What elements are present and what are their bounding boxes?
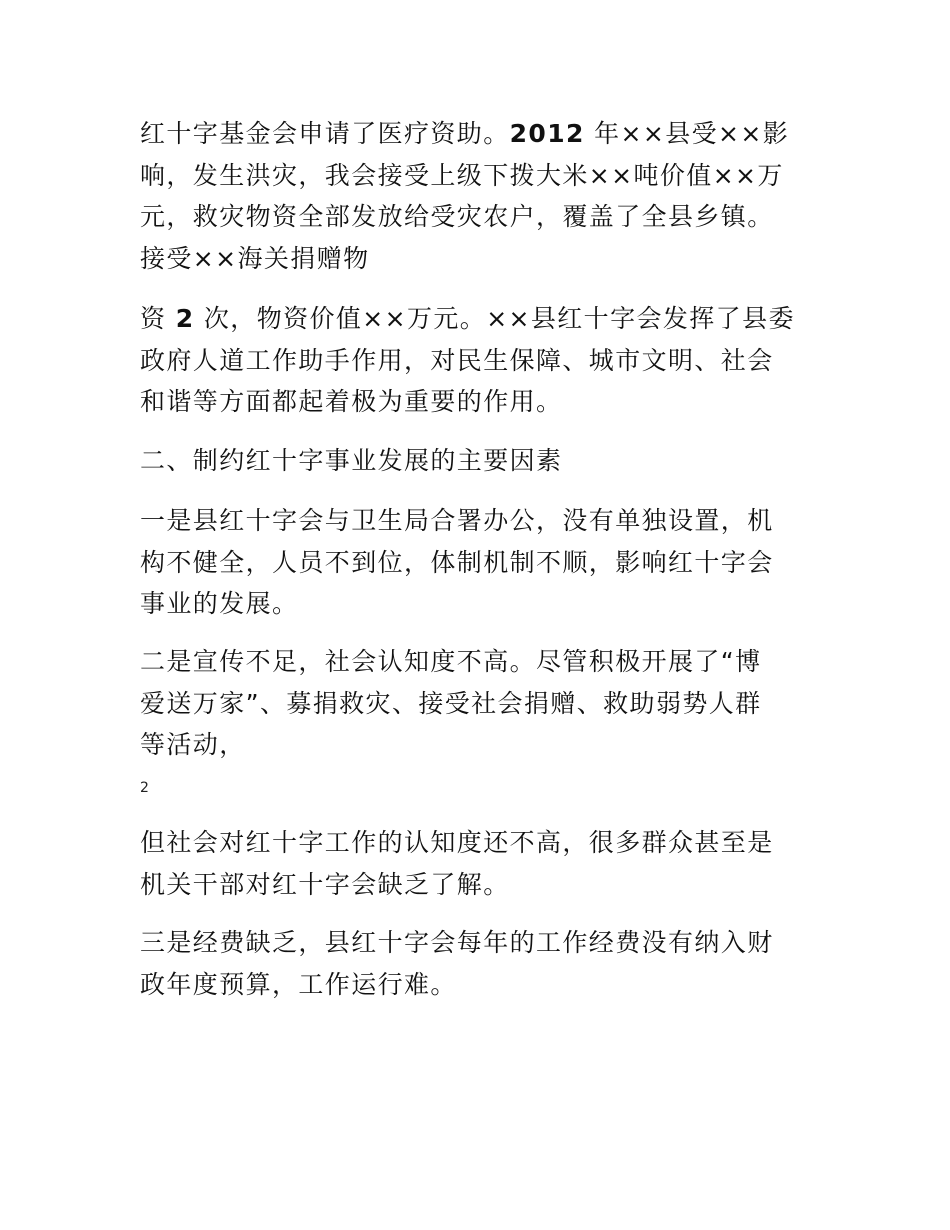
text-line: [140, 724, 810, 766]
text-line: [140, 922, 810, 964]
text-run: 政府人道工作助手作用，对民生保障、城市文明、社会: [140, 345, 774, 375]
text-line: [140, 864, 810, 906]
text-line: [140, 381, 810, 423]
text-run: 一是县红十字会与卫生局合署办公，没有单独设置，机: [140, 506, 774, 535]
text-line: [140, 964, 810, 1006]
text-line: [140, 440, 810, 482]
paragraph-point-two-continued: [140, 822, 810, 905]
text-line: [140, 583, 810, 625]
text-run: 爱送万家”、募捐救灾、接受社会捐赠、救助弱势人群: [140, 688, 762, 718]
text-run: 事业的发展。: [140, 589, 299, 618]
text-run: 响，发生洪灾，我会接受上级下拨大米××吨价值××万: [140, 160, 784, 190]
text-line: [140, 340, 810, 382]
text-run: 三是经费缺乏，县红十字会每年的工作经费没有纳入财: [140, 928, 774, 957]
paragraph-point-two-publicity: [140, 641, 810, 766]
text-line: [140, 238, 810, 280]
paragraph-medical-aid-flood-relief: [140, 113, 810, 279]
text-run: 元，救灾物资全部发放给受灾农户，覆盖了全县乡镇。: [140, 202, 774, 231]
text-run: 等活动，: [140, 730, 246, 759]
text-line: [140, 500, 810, 542]
text-run: 机关干部对红十字会缺乏了解。: [140, 869, 510, 899]
text-run: 和谐等方面都起着极为重要的作用。: [140, 387, 563, 416]
text-line: [140, 542, 810, 584]
text-run: 接受××海关捐赠物: [140, 243, 370, 273]
section-heading-constraints: [140, 440, 810, 482]
paragraph-point-three-funding: [140, 922, 810, 1005]
text-run: 但社会对红十字工作的认知度还不高，很多群众甚至是: [140, 828, 774, 857]
text-run: 次，物资价值××万元。××县红十字会发挥了县委: [194, 304, 795, 333]
text-line: [140, 196, 810, 238]
paragraph-customs-donation-role: [140, 298, 810, 423]
text-line: [140, 822, 810, 864]
text-line: [140, 683, 810, 725]
text-run: 政年度预算，工作运行难。: [140, 969, 457, 999]
text-run: 构不健全，人员不到位，体制机制不顺，影响红十字会: [140, 547, 774, 577]
text-run: 红十字基金会申请了医疗资助。: [140, 119, 510, 148]
bold-number: 2012: [509, 119, 585, 148]
text-line: [140, 155, 810, 197]
text-line: [140, 113, 810, 155]
bold-number: 2: [175, 304, 195, 333]
text-run: 资: [140, 304, 176, 333]
text-run: 二、制约红十字事业发展的主要因素: [140, 446, 563, 475]
text-run: 年××县受××影: [584, 119, 790, 148]
text-line: [140, 641, 810, 683]
page-number: 2: [140, 780, 149, 796]
text-run: 二是宣传不足，社会认知度不高。尽管积极开展了“博: [140, 647, 762, 676]
text-line: [140, 298, 810, 340]
paragraph-point-one-organization: [140, 500, 810, 625]
